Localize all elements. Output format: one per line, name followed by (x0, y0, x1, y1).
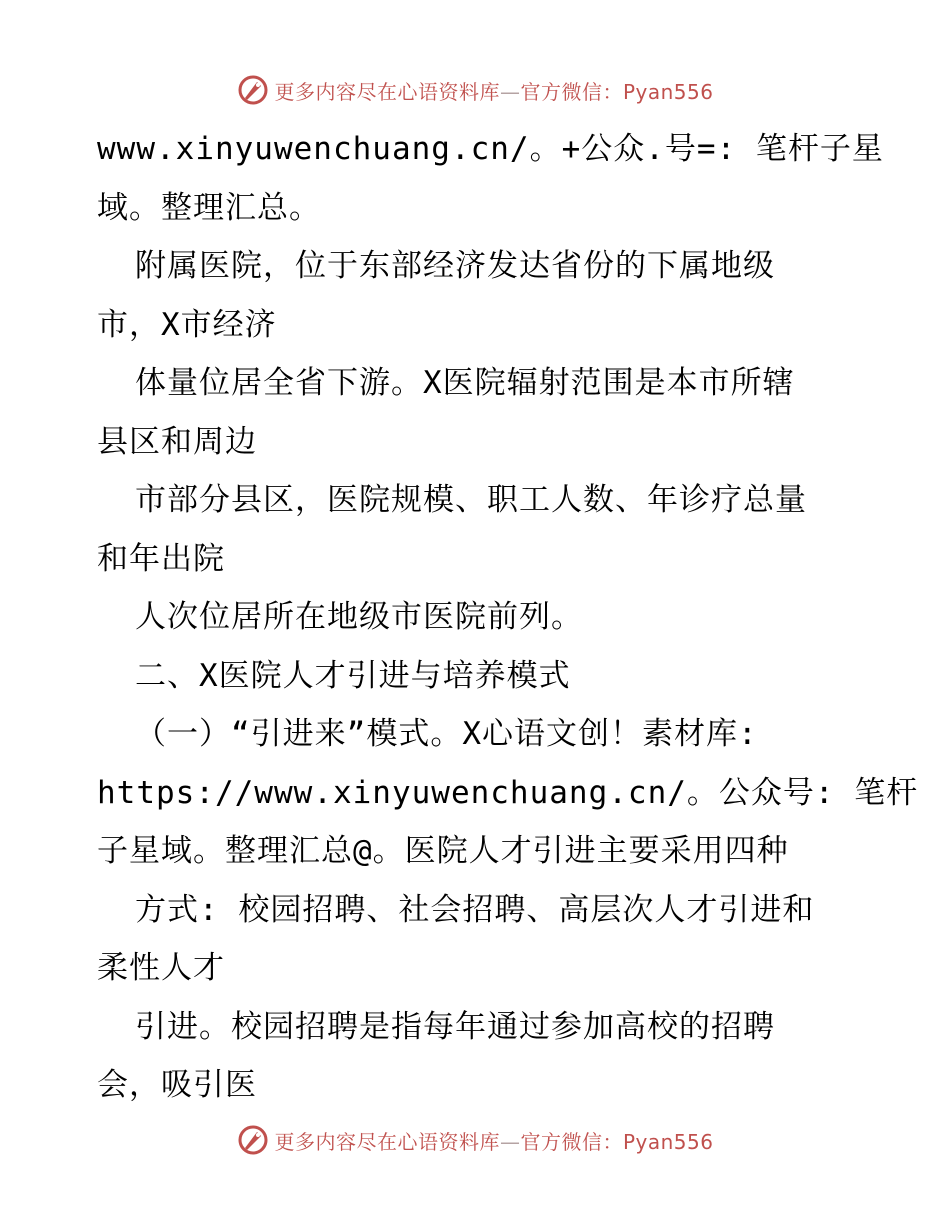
pen-nib-circle-icon (236, 73, 270, 107)
footer-banner-title: 更多内容尽在心语资料库 (274, 1129, 500, 1154)
body-line-1: www.xinyuwenchuang.cn/。+公众.号=: 笔杆子星 (97, 131, 884, 167)
header-banner-inner (236, 73, 713, 107)
body-line-14: 方式: 校园招聘、社会招聘、高层次人才引进和 (135, 891, 815, 928)
body-line-5: 体量位居全省下游。X医院辐射范围是本市所辖 (135, 365, 795, 401)
body-line-4: 市，X市经济 (97, 306, 277, 343)
footer-banner-dash: — (499, 1129, 521, 1154)
header-banner-text (274, 76, 713, 105)
document-body (97, 120, 919, 1115)
body-line-3: 附属医院，位于东部经济发达省份的下属地级 (135, 248, 775, 284)
body-line-12: https://www.xinyuwenchuang.cn/。公众号: 笔杆 (97, 774, 919, 811)
body-line-13: 子星域。整理汇总@。医院人才引进主要采用四种 (97, 833, 789, 869)
section-heading: 二、X医院人才引进与培养模式 (135, 657, 571, 694)
footer-banner (0, 1120, 950, 1160)
header-banner-suffix: 官方微信：Pyan556 (520, 79, 714, 104)
body-line-15: 柔性人才 (97, 950, 225, 986)
header-banner (0, 70, 950, 110)
footer-banner-text (274, 1126, 713, 1155)
header-banner-dash: — (499, 79, 521, 104)
body-line-9: 人次位居所在地级市医院前列。 (135, 599, 583, 635)
body-line-8: 和年出院 (97, 540, 225, 577)
header-banner-title: 更多内容尽在心语资料库 (274, 79, 500, 104)
body-line-6: 县区和周边 (97, 423, 257, 460)
pen-nib-circle-icon (236, 1123, 270, 1157)
subsection-heading: （一）“引进来”模式。X心语文创！素材库: (135, 716, 758, 752)
footer-banner-suffix: 官方微信：Pyan556 (520, 1129, 714, 1154)
body-line-2: 域。整理汇总。 (97, 189, 321, 226)
body-line-7: 市部分县区，医院规模、职工人数、年诊疗总量 (135, 482, 807, 518)
body-line-17: 会，吸引医 (97, 1067, 257, 1103)
footer-banner-inner (236, 1123, 713, 1157)
body-line-16: 引进。校园招聘是指每年通过参加高校的招聘 (135, 1008, 775, 1045)
